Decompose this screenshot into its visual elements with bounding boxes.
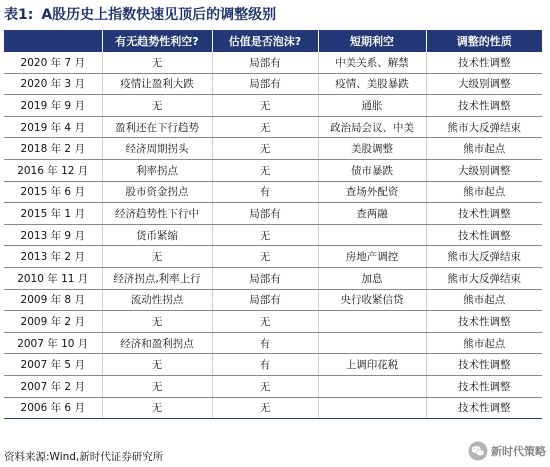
table-number: 表1: xyxy=(4,7,34,23)
wechat-icon xyxy=(468,441,488,461)
nature-cell: 技术性调整 xyxy=(426,354,542,376)
trend-cell: 经济周期拐头 xyxy=(102,138,212,160)
valuation-cell: 局部有 xyxy=(212,73,318,95)
trend-cell: 无 xyxy=(102,354,212,376)
table-row xyxy=(4,289,542,311)
short-term-cell: 查两融 xyxy=(318,203,426,225)
header-row xyxy=(4,30,542,52)
date-cell: 2020 年 3 月 xyxy=(4,73,102,95)
header-cell-trend: 有无趋势性利空? xyxy=(102,30,212,52)
table-row xyxy=(4,397,542,419)
date-cell: 2010 年 11 月 xyxy=(4,267,102,289)
date-cell: 2019 年 4 月 xyxy=(4,116,102,138)
header-cell-short-term: 短期利空 xyxy=(318,30,426,52)
short-term-cell: 房地产调控 xyxy=(318,246,426,268)
table-body xyxy=(4,52,542,419)
date-cell: 2009 年 8 月 xyxy=(4,289,102,311)
table-row xyxy=(4,203,542,225)
date-cell: 2019 年 9 月 xyxy=(4,95,102,117)
table-row xyxy=(4,354,542,376)
short-term-cell: 查场外配资 xyxy=(318,181,426,203)
table-row xyxy=(4,332,542,354)
valuation-cell: 局部有 xyxy=(212,203,318,225)
date-cell: 2007 年 2 月 xyxy=(4,375,102,397)
trend-cell: 经济拐点,利率上行 xyxy=(102,267,212,289)
date-cell: 2016 年 12 月 xyxy=(4,159,102,181)
nature-cell: 技术性调整 xyxy=(426,203,542,225)
nature-cell: 熊市大反弹结束 xyxy=(426,116,542,138)
date-cell: 2015 年 1 月 xyxy=(4,203,102,225)
table-title-text: A股历史上指数快速见顶后的调整级别 xyxy=(41,7,277,23)
valuation-cell: 有 xyxy=(212,181,318,203)
date-cell: 2015 年 6 月 xyxy=(4,181,102,203)
trend-cell: 货币紧缩 xyxy=(102,224,212,246)
table-row xyxy=(4,95,542,117)
short-term-cell: 通胀 xyxy=(318,95,426,117)
date-cell: 2018 年 2 月 xyxy=(4,138,102,160)
short-term-cell: 加息 xyxy=(318,267,426,289)
trend-cell: 经济趋势性下行中 xyxy=(102,203,212,225)
valuation-cell: 无 xyxy=(212,311,318,333)
nature-cell: 熊市起点 xyxy=(426,289,542,311)
table-row xyxy=(4,52,542,73)
nature-cell: 大级别调整 xyxy=(426,73,542,95)
valuation-cell: 无 xyxy=(212,224,318,246)
short-term-cell: 政治局会议、中美 xyxy=(318,116,426,138)
valuation-cell: 局部有 xyxy=(212,52,318,73)
nature-cell: 技术性调整 xyxy=(426,224,542,246)
short-term-cell: 美股调整 xyxy=(318,138,426,160)
table-row xyxy=(4,159,542,181)
trend-cell: 无 xyxy=(102,397,212,419)
table-row xyxy=(4,73,542,95)
short-term-cell xyxy=(318,375,426,397)
nature-cell: 熊市起点 xyxy=(426,332,542,354)
valuation-cell: 无 xyxy=(212,95,318,117)
date-cell: 2013 年 2 月 xyxy=(4,246,102,268)
trend-cell: 股市资金拐点 xyxy=(102,181,212,203)
date-cell: 2009 年 2 月 xyxy=(4,311,102,333)
date-cell: 2007 年 5 月 xyxy=(4,354,102,376)
table-row xyxy=(4,181,542,203)
data-table xyxy=(4,30,542,419)
trend-cell: 无 xyxy=(102,52,212,73)
date-cell: 2007 年 10 月 xyxy=(4,332,102,354)
trend-cell: 无 xyxy=(102,375,212,397)
table-row xyxy=(4,375,542,397)
source-note: 资料来源:Wind,新时代证券研究所 xyxy=(4,451,164,463)
short-term-cell: 债市暴跌 xyxy=(318,159,426,181)
nature-cell: 技术性调整 xyxy=(426,375,542,397)
header-cell-date xyxy=(4,30,102,52)
valuation-cell: 有 xyxy=(212,332,318,354)
valuation-cell: 局部有 xyxy=(212,289,318,311)
table-title xyxy=(4,4,276,26)
watermark xyxy=(468,440,546,462)
trend-cell: 流动性拐点 xyxy=(102,289,212,311)
trend-cell: 盈利还在下行趋势 xyxy=(102,116,212,138)
valuation-cell: 局部有 xyxy=(212,267,318,289)
nature-cell: 大级别调整 xyxy=(426,159,542,181)
nature-cell: 技术性调整 xyxy=(426,52,542,73)
nature-cell: 熊市起点 xyxy=(426,138,542,160)
trend-cell: 无 xyxy=(102,246,212,268)
trend-cell: 经济和盈利拐点 xyxy=(102,332,212,354)
table-row xyxy=(4,138,542,160)
watermark-text: 新时代策略 xyxy=(491,445,546,458)
short-term-cell: 中美关系、解禁 xyxy=(318,52,426,73)
table-row xyxy=(4,267,542,289)
date-cell: 2013 年 9 月 xyxy=(4,224,102,246)
trend-cell: 疫情让盈利大跌 xyxy=(102,73,212,95)
trend-cell: 无 xyxy=(102,95,212,117)
valuation-cell: 无 xyxy=(212,397,318,419)
valuation-cell: 无 xyxy=(212,116,318,138)
short-term-cell: 疫情、美股暴跌 xyxy=(318,73,426,95)
table-row xyxy=(4,224,542,246)
short-term-cell: 央行收紧信贷 xyxy=(318,289,426,311)
nature-cell: 技术性调整 xyxy=(426,95,542,117)
valuation-cell: 有 xyxy=(212,354,318,376)
short-term-cell xyxy=(318,332,426,354)
date-cell: 2006 年 6 月 xyxy=(4,397,102,419)
valuation-cell: 无 xyxy=(212,246,318,268)
date-cell: 2020 年 7 月 xyxy=(4,52,102,73)
nature-cell: 技术性调整 xyxy=(426,311,542,333)
table-row xyxy=(4,116,542,138)
header-cell-nature: 调整的性质 xyxy=(426,30,542,52)
short-term-cell xyxy=(318,397,426,419)
nature-cell: 熊市起点 xyxy=(426,181,542,203)
valuation-cell: 无 xyxy=(212,375,318,397)
table-row xyxy=(4,246,542,268)
valuation-cell: 无 xyxy=(212,138,318,160)
trend-cell: 无 xyxy=(102,311,212,333)
short-term-cell: 上调印花税 xyxy=(318,354,426,376)
header-cell-valuation: 估值是否泡沫? xyxy=(212,30,318,52)
trend-cell: 利率拐点 xyxy=(102,159,212,181)
valuation-cell: 无 xyxy=(212,159,318,181)
short-term-cell xyxy=(318,224,426,246)
nature-cell: 技术性调整 xyxy=(426,397,542,419)
table-row xyxy=(4,311,542,333)
short-term-cell xyxy=(318,311,426,333)
nature-cell: 熊市大反弹结束 xyxy=(426,246,542,268)
nature-cell: 熊市大反弹结束 xyxy=(426,267,542,289)
